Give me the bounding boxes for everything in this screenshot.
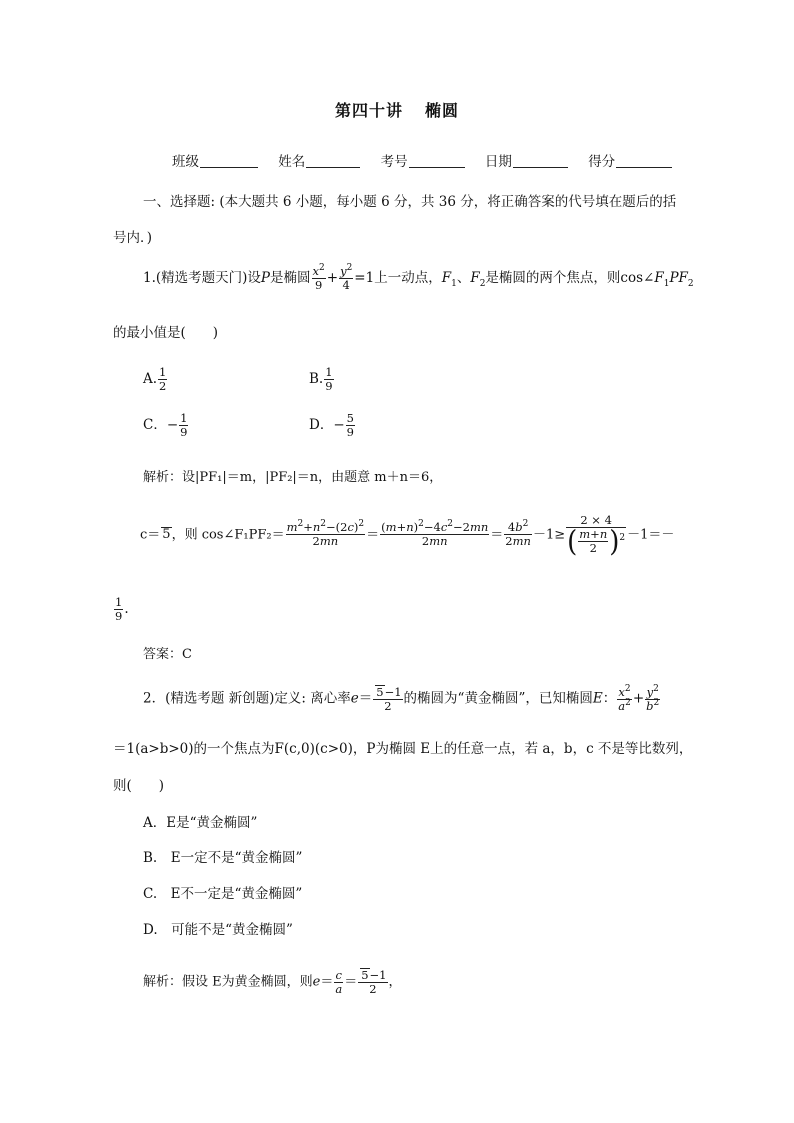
exam-number-field[interactable]: 考号 (381, 150, 465, 170)
name-field[interactable]: 姓名 (278, 150, 360, 170)
q1-option-d[interactable]: D．− $\frac{5}{9}$ (309, 411, 354, 440)
q2-stem-line1: 2．(精选考题 新创题)定义: 离心率e＝ $\frac{5-1}{2}$ 的椭圆为“黄金椭圆”，已知椭圆E： $\frac{x^2}{a^2}$ + $\frac{y^2}{b^2}$ (143, 683, 660, 714)
q2-analysis: 解析：假设 E为黄金椭圆，则e＝ $\frac{c}{a}$ ＝ $\frac{5-1}{2}$ ， (143, 967, 402, 997)
score-field[interactable]: 得分 (588, 150, 672, 170)
q1-analysis-line1: 解析：设|PF₁|＝m，|PF₂|＝n，由题意 m＋n＝6， (143, 470, 443, 485)
q1-stem-line2: 的最小值是( ) (113, 325, 219, 341)
page-title (0, 98, 794, 121)
q1-answer: 答案：C (143, 647, 192, 662)
q2-option-d[interactable]: D. 可能不是“黄金椭圆” (143, 922, 293, 938)
class-field[interactable]: 班级 (172, 150, 258, 170)
date-field[interactable]: 日期 (485, 150, 568, 170)
section-instructions-line2: 号内．) (113, 230, 153, 246)
q2-stem-line2: ＝1(a>b>0)的一个焦点为F(c,0)(c>0)，P为椭圆 E上的任意一点，若 a，b，c 不是等比数列， (113, 741, 693, 757)
title-part2: 椭圆 (425, 101, 460, 120)
q1-option-b[interactable]: B. $\frac{1}{9}$ (309, 365, 333, 394)
q2-stem-line3: 则( ) (113, 778, 165, 794)
q1-option-c[interactable]: C．− $\frac{1}{9}$ (143, 411, 188, 440)
section-instructions-line1: 一、选择题: (本大题共 6 小题，每小题 6 分，共 36 分，将正确答案的代号填在题后的括 (143, 194, 677, 210)
q2-option-b[interactable]: B. E一定不是“黄金椭圆” (143, 850, 303, 866)
q2-option-c[interactable]: C. E不一定是“黄金椭圆” (143, 886, 303, 902)
q1-stem: 1.(精选考题天门)设P是椭圆 $\frac{x^2}{9}$ + $\frac{y^2}{4}$ =1上一动点，$F_1$、$F_2$是椭圆的两个焦点，则$\cos\angle F_1PF_2$ (143, 263, 694, 293)
q2-option-a[interactable]: A．E是“黄金椭圆” (143, 815, 258, 831)
title-part1: 第四十讲 (334, 101, 403, 120)
student-info-row (172, 150, 688, 170)
q1-option-a[interactable]: A. $\frac{1}{2}$ (143, 365, 167, 394)
q1-analysis-result: $\frac{1}{9}$ . (115, 595, 129, 624)
q1-analysis-line2: c＝ 5，则 cos∠F₁PF₂＝ $\frac{m^2+n^2-(2c)^2}{2mn}$ ＝ $\frac{(m+n)^2-4c^2-2mn}{2mn}$ ＝ $\frac{4b^2}{2mn}$ －1≥ 2 × 4 ( $\frac{m+n}{2}$ )$^2$ －1＝－ (140, 513, 675, 559)
